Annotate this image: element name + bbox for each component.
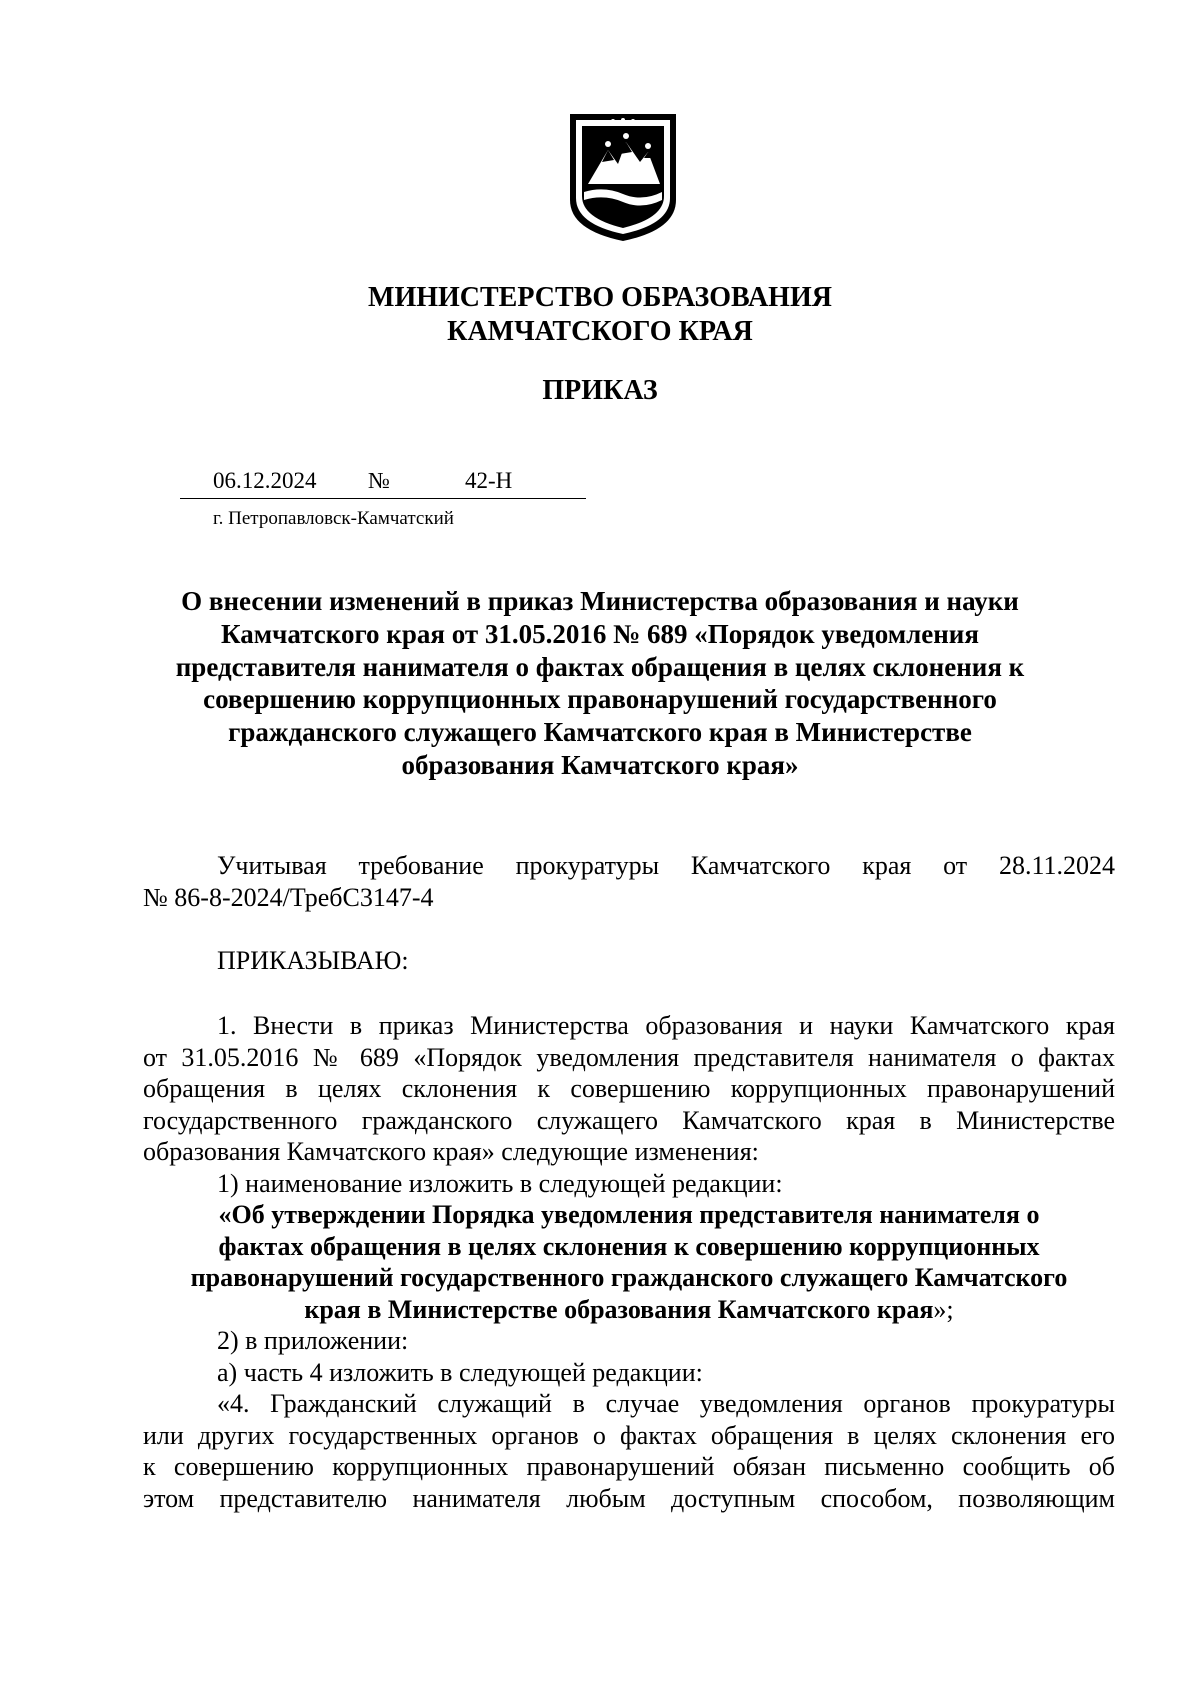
- paragraph-line: образования Камчатского края» следующие изменения:: [143, 1137, 759, 1166]
- basis-line: № 86-8-2024/ТребС3147-4: [143, 882, 434, 912]
- title-line: О внесении изменений в приказ Министерства образования и науки: [181, 586, 1019, 616]
- title-line: гражданского служащего Камчатского края в Министерстве: [228, 717, 972, 748]
- ministry-name-line2: КАМЧАТСКОГО КРАЯ: [447, 316, 753, 347]
- title-line: совершению коррупционных правонарушений государственного: [203, 684, 997, 715]
- city-name: г. Петропавловск-Камчатский: [213, 508, 454, 529]
- title-line: Камчатского края от 31.05.2016 № 689 «Порядок уведомления: [221, 618, 979, 649]
- order-word-block: [143, 945, 1115, 977]
- main-text: [143, 1010, 1115, 1514]
- paragraph-line: 1. Внести в приказ Министерства образования и науки Камчатского края: [217, 1011, 1115, 1040]
- paragraph-line: обращения в целях склонения к совершению коррупционных правонарушений: [143, 1074, 1115, 1103]
- title-line: образования Камчатского края»: [401, 749, 799, 780]
- new-title-line: правонарушений государственного гражданского служащего Камчатского: [190, 1263, 1068, 1292]
- subitem-2a: а) часть 4 изложить в следующей редакции:: [217, 1357, 703, 1387]
- new-title-line: «Об утверждении Порядка уведомления представителя нанимателя о: [218, 1200, 1040, 1229]
- subitem-2: 2) в приложении:: [217, 1326, 409, 1355]
- document-title: [150, 585, 1050, 782]
- document-type: ПРИКАЗ: [542, 375, 658, 406]
- part4-line: «4. Гражданский служащий в случае уведомления органов прокуратуры: [217, 1389, 1115, 1418]
- coat-of-arms-emblem: [568, 112, 678, 243]
- subitem-1: 1) наименование изложить в следующей редакции:: [217, 1168, 783, 1198]
- part4-line: этом представителю нанимателя любым доступным способом, позволяющим: [143, 1483, 1115, 1513]
- basis-paragraph: [143, 850, 1115, 913]
- paragraph-line: от 31.05.2016 № 689 «Порядок уведомления представителя нанимателя о фактах: [143, 1042, 1115, 1072]
- order-word: ПРИКАЗЫВАЮ:: [217, 946, 409, 975]
- new-title-last-bold: края в Министерстве образования Камчатского края: [304, 1294, 934, 1324]
- paragraph-line: государственного гражданского служащего Камчатского края в Министерстве: [143, 1105, 1115, 1135]
- order-number: 42-Н: [465, 468, 513, 493]
- date-number-underline: [180, 498, 586, 499]
- ministry-name-line1: МИНИСТЕРСТВО ОБРАЗОВАНИЯ: [368, 282, 832, 313]
- title-line: представителя нанимателя о фактах обращения в целях склонения к: [175, 651, 1025, 682]
- basis-line: Учитывая требование прокуратуры Камчатского края от 28.11.2024: [217, 851, 1115, 880]
- new-title-line: фактах обращения в целях склонения к совершению коррупционных: [218, 1231, 1040, 1261]
- order-date: 06.12.2024: [213, 468, 317, 493]
- new-title-last-tail: »;: [933, 1294, 954, 1324]
- part4-line: или других государственных органов о фактах обращения в целях склонения его: [143, 1420, 1115, 1450]
- part4-line: к совершению коррупционных правонарушений обязан письменно сообщить об: [143, 1452, 1115, 1481]
- number-sign: №: [368, 468, 390, 493]
- new-title-last-line: [143, 1294, 1115, 1326]
